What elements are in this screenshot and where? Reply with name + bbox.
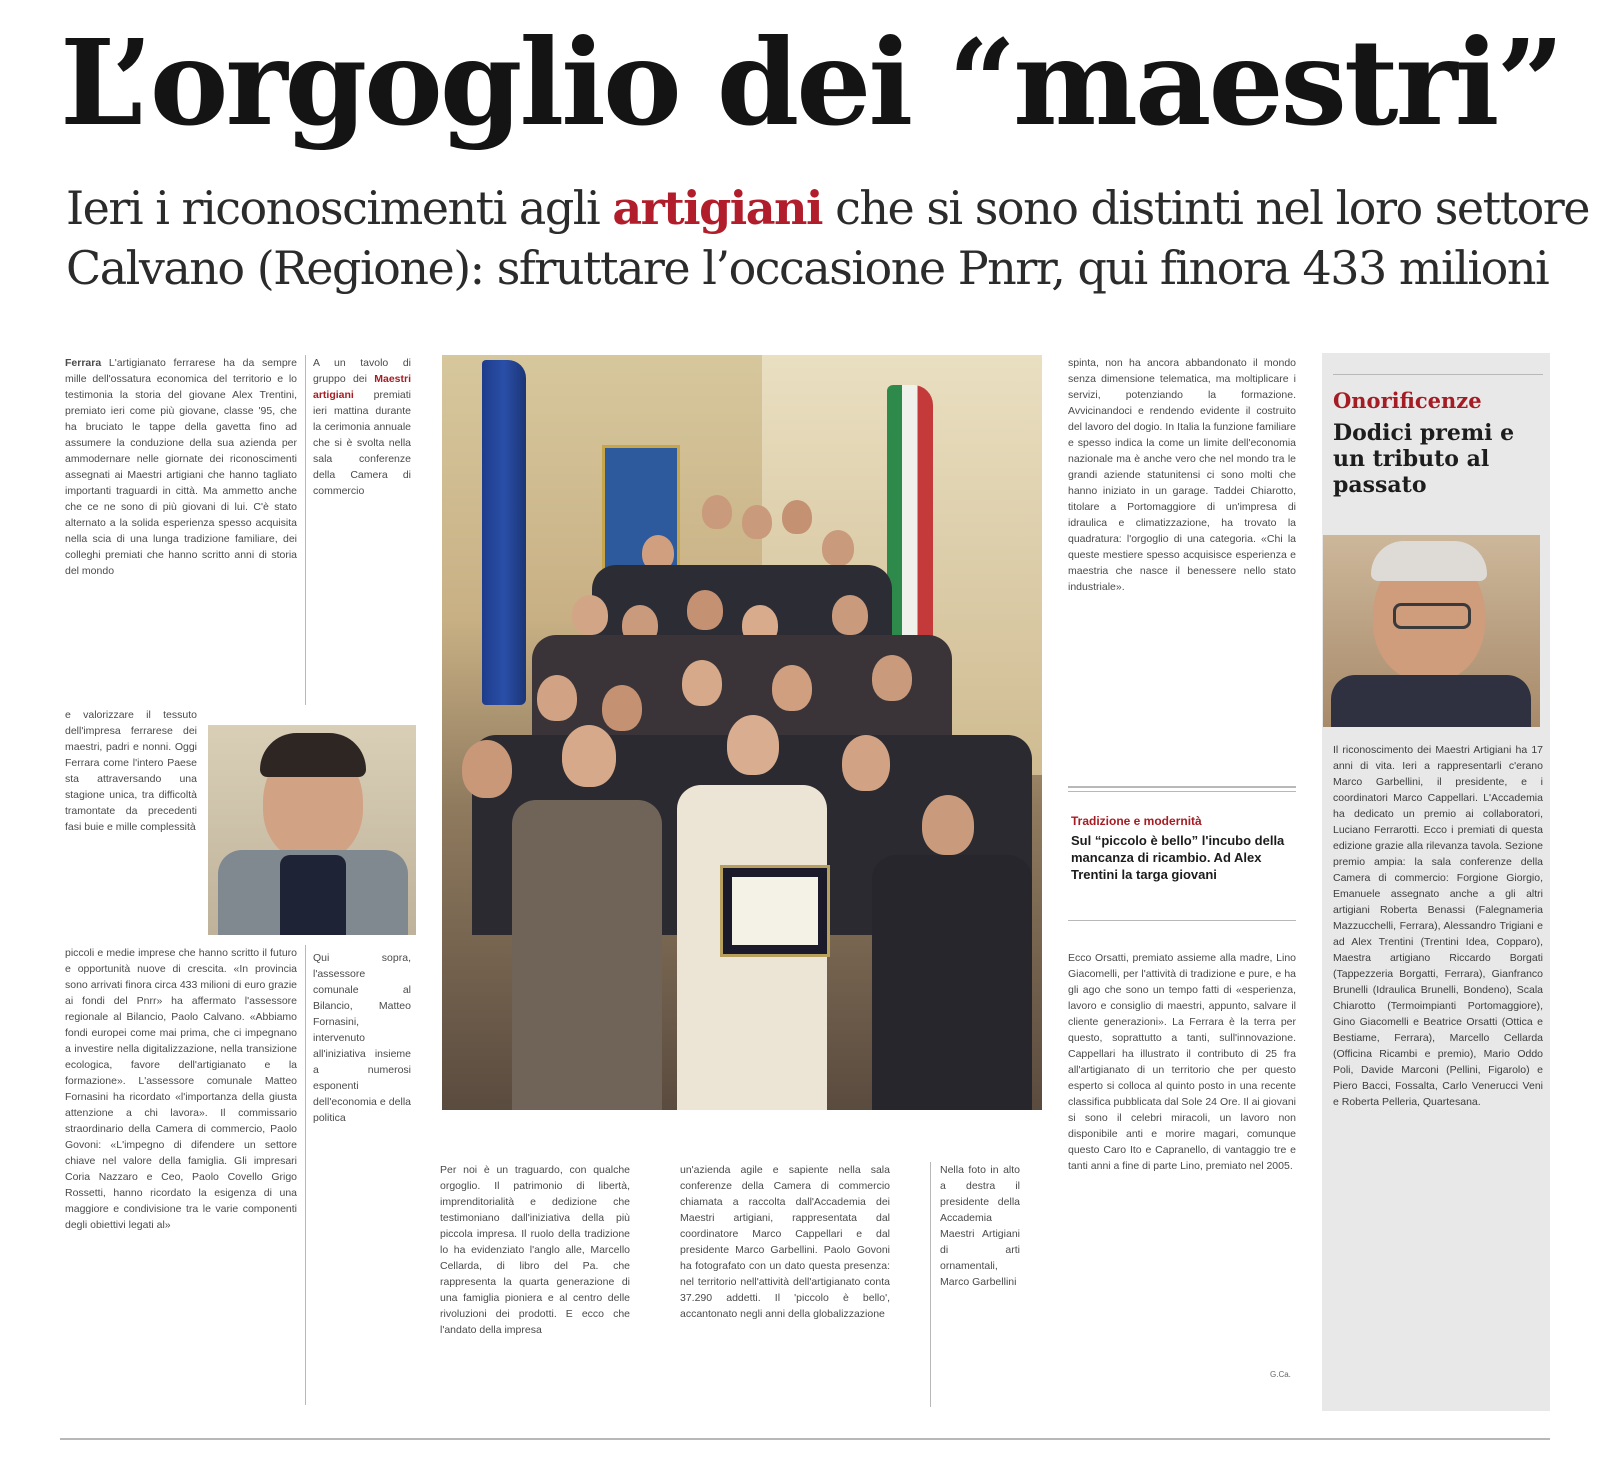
box-title: Sul “piccolo è bello” l'incubo della mancanza di ricambio. Ad Alex Trentini la targa giovani xyxy=(1071,833,1285,882)
caption-b: premiati ieri mattina durante la cerimonia annuale che si è svolta nella sala conferenze della Camera di commercio xyxy=(313,389,411,497)
author-sign: G.Ca. xyxy=(1270,1370,1291,1379)
column-4-text: un'azienda agile e sapiente nella sala conferenze della Camera di commercio chiamata a raccolta dall'Accademia dei Maestri artigiani, rappresentata dal coordinatore Marco Cappellari e dal presidente Marco Garbellini. Paolo Govoni ha fotografato con un dato questa presenza: nel territorio nell'attività dell'artigianato conta 37.290 addetti. Il 'piccolo è bello', accantonato negli anni della globalizzazione xyxy=(680,1164,890,1320)
person-head xyxy=(872,655,912,701)
italian-flag xyxy=(887,385,933,675)
photo-caption-main xyxy=(313,355,411,625)
person-head xyxy=(537,675,577,721)
photo-assessore xyxy=(208,725,416,935)
caption-red: Maestri artigiani xyxy=(313,373,411,401)
column-6-text-a: spinta, non ha ancora abbandonato il mondo senza dimensione telematica, ma moltiplicare i servizi, potenziando la formazione. Avvicinandoci e rendendo evidente il costruito del lavoro del dogio. In Italia la funzione familiare e spesso indica la come un limite dell'economia nazionale ma è anche vero che nel mondo tra le grandi aziende statunitensi ci sono molti che hanno iniziato in un garage. Taddei Chiarotto, titolare a Portomaggiore di un'impresa di idraulica e climatizzazione, ha trovato la quadratura: l'orgoglio di una categoria. «Chi la queste mestiere spesso acquisisce esperienza e maestria che nasce il benessere nello stato industriale». xyxy=(1068,357,1296,593)
caption-a: A un tavolo di gruppo dei xyxy=(313,357,411,385)
column-1-text-a xyxy=(65,355,297,707)
person-head xyxy=(832,595,868,635)
subhead-keyword: artigiani xyxy=(612,181,822,235)
sidebar-rule xyxy=(1333,374,1543,375)
dateline: Ferrara xyxy=(65,357,102,369)
photo-garbellini xyxy=(1323,535,1540,727)
sidebar-kicker: Onorificenze xyxy=(1333,388,1482,413)
portrait-jacket xyxy=(1331,675,1531,727)
person-head xyxy=(462,740,512,798)
subhead-pre: Ieri i riconoscimenti agli xyxy=(66,181,613,235)
person-head xyxy=(682,660,722,706)
person-head xyxy=(702,495,732,529)
box-kicker: Tradizione e modernità xyxy=(1071,814,1202,828)
box-rule-top xyxy=(1068,786,1296,788)
portrait-hair xyxy=(260,733,366,777)
eu-flag xyxy=(482,360,526,705)
headline: L’orgoglio dei “maestri” xyxy=(60,13,1562,152)
sidebar-title: Dodici premi e un tributo al passato xyxy=(1333,420,1515,498)
group-photo xyxy=(442,355,1042,1110)
person-head xyxy=(602,685,642,731)
column-1-text-b: e valorizzare il tessuto dell'impresa ferrarese dei maestri, padri e nonni. Oggi Ferrara come l'intero Paese sta attraversando una stagione unica, tra difficoltà tramontate da precedenti fasi buie e mille complessità xyxy=(65,709,197,833)
portrait-hair xyxy=(1371,541,1487,581)
award-plaque xyxy=(720,865,830,957)
box-rule-bottom xyxy=(1068,920,1296,921)
person-head xyxy=(727,715,779,775)
subhead-post: che si sono distinti nel loro settore xyxy=(821,181,1590,235)
subhead-line-1 xyxy=(66,180,1590,236)
sidebar-text: Il riconoscimento dei Maestri Artigiani ha 17 anni di vita. Ieri a rappresentarli c'erano Marco Garbellini, il presidente, e i coordinatori Marco Cappellari. L'Accademia ha dedicato un premio ai collaboratori, Luciano Ferrarotti. Ecco i premiati di questa edizione grazie alla rilevanza tavola. Sezione premio ampia: la sala conferenze della Camera di commercio: Forgione Giorgio, Emanuele assegnato anche a gli altri artigiani Roberta Benassi (Falegnameria Mazzucchelli, Ferrara), Alessandro Trigiani e ad Alex Trentini (Trentini Idea, Copparo), Maestra artigiano Riccardo Borgati (Tappezzeria Borgatti, Ferrara), Gianfranco Brunelli (Idraulica Brunelli, Bondeno), Scala Chiarotto (Termoimpianti Portomaggiore), Gino Giacomelli e Beatrice Orsatti (Ottica e Bestiame, Ferrara), Marcello Cellarda (Officina Ricambi e premio), Mario Oddo Poli, Davide Marconi (Pellini, Figarolo) e Piero Bacci, Fossalta, Carlo Venerucci Veni e Roberta Pelleria, Quartesana. xyxy=(1333,744,1543,1108)
column-6-text-b: Ecco Orsatti, premiato assieme alla madre, Lino Giacomelli, per l'attività di tradizione e pure, e ha gli ago che sono un tempo fatti di «esperienza, lavoro e consiglio di maestri, appunto, salvare il cliente generazioni». La Ferrara è la terra per questo, soprattutto a tanti, sull'innovazione. Cappellari ha illustrato il contributo di 25 fra all'artigianato di un territorio che per questo esperto si colloca al quinto posto in una recente classifica pubblicata dal Sole 24 Ore. Il ai giovani si sono il celebri miracoli, un lavoro non disponibile anti e morire magari, comunque questo Caro Ito e Capranello, di vantaggio tre e tanti anni a fine di parte Lino, premiato nel 2005. xyxy=(1068,952,1296,1172)
column-5-caption: Nella foto in alto a destra il presidente della Accademia Maestri Artigiani di arti ornamentali, Marco Garbellini xyxy=(940,1164,1020,1288)
col1-a: L'artigianato ferrarese ha da sempre mille dell'ossatura economica del territorio e lo testimonia la storia del giovane Alex Trentini, premiato ieri come più giovane, classe '95, che ha bruciato le tappe della gavetta fino ad assumere la conduzione della sua azienda per ammodernare nelle giornate dei riconoscimenti assegnati ai Maestri artigiani che hanno tagliato importanti traguardi in città. Ma ammetto anche che ce ne sono di più giovani di lui. C'è stato alternato a la solida esperienza spesso acquisita nella scia di una lunga tradizione familiare, dei colleghi premiati che hanno scritto anni di storia del mondo xyxy=(65,357,297,577)
person-head xyxy=(922,795,974,855)
subhead-line-2: Calvano (Regione): sfruttare l’occasione Pnrr, qui finora 433 milioni xyxy=(66,241,1549,295)
portrait-shirt xyxy=(280,855,346,935)
page-bottom-rule xyxy=(60,1438,1550,1440)
person-head xyxy=(822,530,854,566)
person-head xyxy=(562,725,616,787)
box-rule-top-2 xyxy=(1068,791,1296,792)
column-divider xyxy=(305,355,306,705)
plaque-inner xyxy=(732,877,818,945)
glasses-icon xyxy=(1393,603,1471,629)
elder-man-suit xyxy=(872,855,1032,1110)
column-3-text: Per noi è un traguardo, con qualche orgoglio. Il patrimonio di libertà, imprenditorialità e dedizione che testimoniano dall'iniziativa della più piccola impresa. Il ruolo della tradizione lo ha evidenziato l'anglo alle, Marcello Cellarda, di libro del Pa. che rappresenta la quarta generazione di una famiglia pioniera e al centro delle rivoluzioni dei prodotti. E ecco che l'andato della impresa xyxy=(440,1164,630,1336)
column-divider-3 xyxy=(930,1162,931,1407)
person-head xyxy=(687,590,723,630)
person-head xyxy=(842,735,890,791)
person-head xyxy=(772,665,812,711)
person-head xyxy=(572,595,608,635)
column-divider-2 xyxy=(305,945,306,1405)
column-1-text-c: piccoli e medie imprese che hanno scritto il futuro e opportunità nuove di crescita. «In provincia sono arrivati finora circa 433 milioni di euro grazie ai fondi del Pnrr» ha affermato l'assessore regionale al Bilancio, Paolo Calvano. «Abbiamo fondi europei come mai prima, che ci impegnano a investire nella digitalizzazione, nella transizione ecologica, favore dell'artigianato e la formazione». L'assessore comunale Matteo Fornasini ha ricordato «l'importanza della giusta attenzione a chi lavora». Il commissario straordinario della Camera di commercio, Paolo Govoni: «L'impegno di difendere un settore chiave nel valore della famiglia. Gli impresari Coria Nazzaro e Ceo, Paolo Covello Grigo Rossetti, hanno ricordato la esigenza di una maggiore e condivisione tra le varie componenti degli obiettivi legati al» xyxy=(65,947,297,1231)
photo-caption-left: Qui sopra, l'assessore comunale al Bilancio, Matteo Fornasini, intervenuto all'iniziativa insieme a numerosi esponenti dell'economia e della politica xyxy=(313,952,411,1124)
person-head xyxy=(782,500,812,534)
person-head xyxy=(742,505,772,539)
man-suit-left xyxy=(512,800,662,1110)
